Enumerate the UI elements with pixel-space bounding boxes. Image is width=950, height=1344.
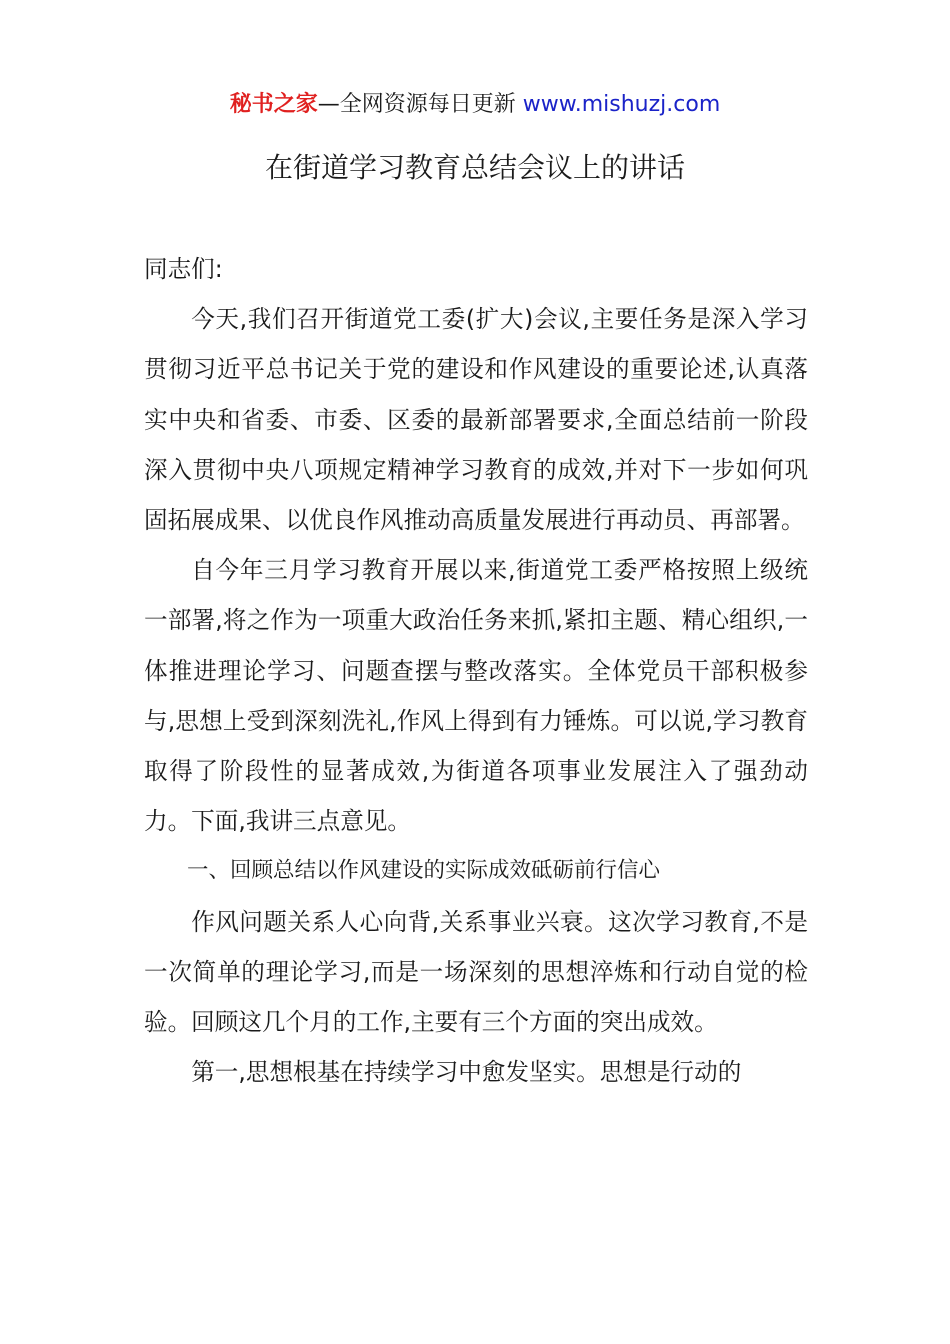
header-slogan: 全网资源每日更新 bbox=[339, 92, 516, 117]
site-brand: 秘书之家 bbox=[229, 92, 318, 117]
site-header bbox=[0, 88, 950, 122]
paragraph: 第一,思想根基在持续学习中愈发坚实。思想是行动的 bbox=[191, 1058, 742, 1087]
paragraph: 作风问题关系人心向背,关系事业兴衰。这次学习教育,不是一次简单的理论学习,而是一场深刻的思想淬炼和行动自觉的检验。回顾这几个月的工作,主要有三个方面的突出成效。 bbox=[144, 907, 808, 1037]
header-dash: — bbox=[317, 92, 340, 117]
site-url-link[interactable]: www.mishuzj.com bbox=[522, 92, 721, 117]
document-body bbox=[144, 244, 808, 1097]
paragraph: 自今年三月学习教育开展以来,街道党工委严格按照上级统一部署,将之作为一项重大政治任务来抓,紧扣主题、精心组织,一体推进理论学习、问题查摆与整改落实。全体党员干部积极参与,思想上受到深刻洗礼,作风上得到有力锤炼。可以说,学习教育取得了阶段性的显著成效,为街道各项事业发展注入了强劲动力。下面,我讲三点意见。 bbox=[144, 556, 808, 836]
document-title: 在街道学习教育总结会议上的讲话 bbox=[264, 151, 685, 184]
section-heading: 一、回顾总结以作风建设的实际成效砥砺前行信心 bbox=[187, 858, 661, 884]
salutation: 同志们: bbox=[144, 255, 223, 283]
paragraph: 今天,我们召开街道党工委(扩大)会议,主要任务是深入学习贯彻习近平总书记关于党的建设和作风建设的重要论述,认真落实中央和省委、市委、区委的最新部署要求,全面总结前一阶段深入贯彻中央八项规定精神学习教育的成效,并对下一步如何巩固拓展成果、以优良作风推动高质量发展进行再动员、再部署。 bbox=[144, 305, 808, 535]
